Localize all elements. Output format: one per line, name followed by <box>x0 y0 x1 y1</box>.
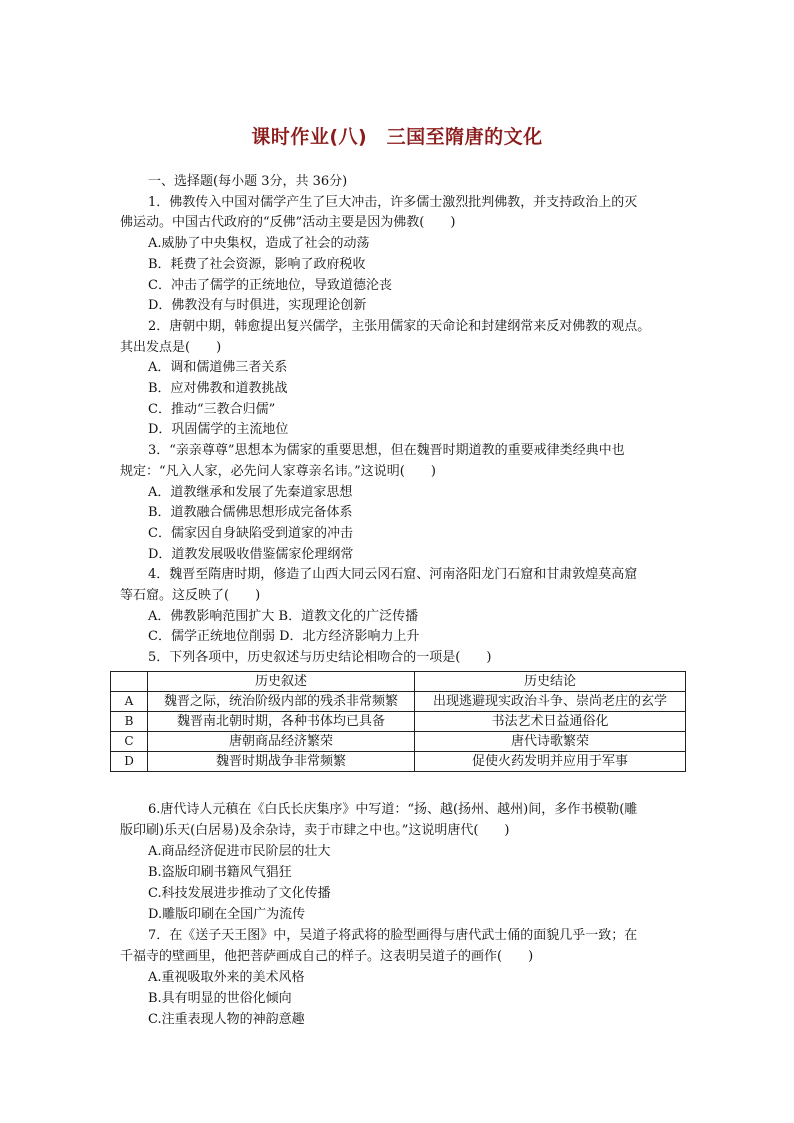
row-narrative: 魏晋南北朝时期，各种书体均已具备 <box>148 712 415 732</box>
table-row <box>111 732 686 752</box>
answer-option: C.注重表现人物的神韵意趣 <box>148 1012 305 1027</box>
question-stem-line: 6.唐代诗人元稹在《白氏长庆集序》中写道：“扬、越(扬州、越州)间，多作书模勒(雕 <box>148 802 638 817</box>
row-label: C <box>111 732 148 752</box>
row-label: A <box>111 692 148 712</box>
question-list <box>120 193 686 648</box>
answer-option: A．道教继承和发展了先秦道家思想 <box>148 484 353 500</box>
answer-option: C．儒家因自身缺陷受到道家的冲击 <box>148 525 353 541</box>
answer-option: C.科技发展进步推动了文化传播 <box>148 886 331 901</box>
answer-option: D．佛教没有与时俱进，实现理论创新 <box>148 298 367 314</box>
row-conclusion: 出现逃避现实政治斗争、崇尚老庄的玄学 <box>415 692 686 712</box>
answer-option: B．道教融合儒佛思想形成完备体系 <box>148 505 353 521</box>
row-narrative: 魏晋时期战争非常频繁 <box>148 752 415 772</box>
answer-option: A．调和儒道佛三者关系 <box>148 360 288 376</box>
row-label: D <box>111 752 148 772</box>
answer-option: D．道教发展吸收借鉴儒家伦理纲常 <box>148 546 354 562</box>
questions-part-2 <box>120 799 686 1030</box>
question-stem-line: 3．“亲亲尊尊”思想本为儒家的重要思想，但在魏晋时期道教的重要戒律类经典中也 <box>148 443 625 459</box>
answer-option: C．儒学正统地位削弱 D．北方经济影响力上升 <box>148 629 420 645</box>
answer-option: A.重视吸取外来的美术风格 <box>148 970 305 985</box>
question-stem-line: 7．在《送子天王图》中，吴道子将武将的脸型画得与唐代武士俑的面貌几乎一致；在 <box>148 928 638 943</box>
question-stem-line: 1．佛教传入中国对儒学产生了巨大冲击，许多儒士激烈批判佛教，并支持政治上的灭 <box>148 194 638 210</box>
table-row <box>111 712 686 732</box>
history-table <box>110 671 686 772</box>
answer-option: A．佛教影响范围扩大 B．道教文化的广泛传播 <box>148 608 419 624</box>
answer-option: C．推动“三教合归儒” <box>148 401 276 417</box>
answer-option: B.盗版印刷书籍风气猖狂 <box>148 865 292 880</box>
row-conclusion: 唐代诗歌繁荣 <box>415 732 686 752</box>
question-stem-line: 其出发点是( ) <box>120 339 222 355</box>
row-conclusion: 书法艺术日益通俗化 <box>415 712 686 732</box>
row-narrative: 唐朝商品经济繁荣 <box>148 732 415 752</box>
table-header-conclusion: 历史结论 <box>415 672 686 692</box>
answer-option: A.商品经济促进市民阶层的壮大 <box>148 844 331 859</box>
answer-option: D.雕版印刷在全国广为流传 <box>148 907 306 922</box>
row-narrative: 魏晋之际，统治阶级内部的残杀非常频繁 <box>148 692 415 712</box>
question-list <box>120 799 686 1030</box>
page-title: 课时作业(八) 三国至隋唐的文化 <box>251 126 543 148</box>
row-conclusion: 促使火药发明并应用于军事 <box>415 752 686 772</box>
section-heading: 一、选择题(每小题 3分，共 36分) <box>148 174 348 189</box>
question-stem-line: 2．唐朝中期，韩愈提出复兴儒学，主张用儒家的天命论和封建纲常来反对佛教的观点。 <box>148 318 651 334</box>
question-5-stem: 5．下列各项中，历史叙述与历史结论相吻合的一项是( ) <box>148 650 492 666</box>
question-stem-line: 4．魏晋至隋唐时期，修造了山西大同云冈石窟、河南洛阳龙门石窟和甘肃敦煌莫高窟 <box>148 567 638 583</box>
answer-option: B．应对佛教和道教挑战 <box>148 381 288 397</box>
table-header-corner <box>111 672 148 692</box>
question-stem-line: 等石窟。这反映了( ) <box>120 588 261 604</box>
answer-option: C．冲击了儒学的正统地位，导致道德沦丧 <box>148 277 392 293</box>
question-stem-line: 千福寺的壁画里，他把菩萨画成自己的样子。这表明吴道子的画作( ) <box>120 949 534 964</box>
table-row <box>111 752 686 772</box>
question-stem-line: 规定：“凡入人家，必先问人家尊亲名讳。”这说明( ) <box>120 463 436 479</box>
answer-option: A.威胁了中央集权，造成了社会的动荡 <box>148 236 370 252</box>
row-label: B <box>111 712 148 732</box>
answer-option: B.具有明显的世俗化倾向 <box>148 991 292 1006</box>
answer-option: D．巩固儒学的主流地位 <box>148 422 289 438</box>
table-row <box>111 692 686 712</box>
question-stem-line: 佛运动。中国古代政府的“反佛”活动主要是因为佛教( ) <box>120 215 456 231</box>
questions-part-1 <box>120 172 686 669</box>
answer-option: B．耗费了社会资源，影响了政府税收 <box>148 256 366 272</box>
question-stem-line: 版印刷)乐天(白居易)及余杂诗，卖于市肆之中也。”这说明唐代( ) <box>120 823 510 838</box>
table-header-narrative: 历史叙述 <box>148 672 415 692</box>
table-header-row <box>111 672 686 692</box>
